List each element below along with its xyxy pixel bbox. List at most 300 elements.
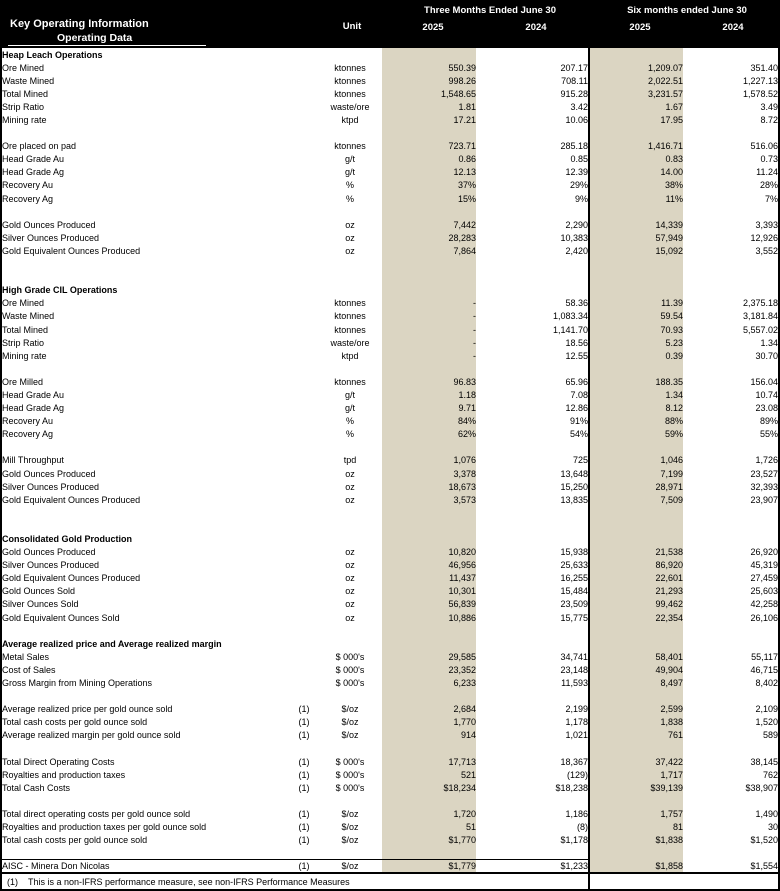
value-q2-2025 [382, 48, 476, 61]
value-q2-2025: 2,684 [382, 703, 476, 716]
table-row [2, 716, 778, 729]
value-q2-2024: 708.11 [561, 75, 588, 86]
footnote-ref [290, 402, 318, 415]
footnote-ref [290, 650, 318, 663]
value-q2-2025: 96.83 [382, 375, 476, 388]
value-q2-2025 [382, 362, 476, 375]
table-row [2, 480, 778, 493]
value-q2-2025 [382, 847, 476, 860]
value-q2-2024: 12.55 [565, 350, 588, 361]
value-h1-2025: 22,354 [590, 611, 683, 624]
footnote-ref [290, 87, 318, 100]
value-q2-2025: $1,770 [382, 834, 476, 847]
row-label [2, 271, 290, 284]
spacer-row [2, 847, 778, 860]
value-q2-2025: 1,548.65 [382, 87, 476, 100]
value-q2-2024: 12.86 [565, 403, 588, 414]
spacer-row [2, 362, 778, 375]
value-h1-2025: 188.35 [590, 375, 683, 388]
col-header-q2-2025: 2025 [422, 22, 444, 33]
unit-cell: % [345, 429, 354, 440]
footnote-ref: (1) [298, 769, 310, 780]
value-h1-2024: 1,578.52 [742, 88, 778, 99]
unit-cell: ktpd [341, 115, 359, 126]
row-label: Total direct operating costs per gold ounce sold [2, 808, 191, 819]
spacer-row [2, 506, 778, 519]
unit-cell: oz [345, 232, 355, 243]
value-q2-2025 [382, 441, 476, 454]
value-q2-2024: 2,290 [565, 219, 588, 230]
footnote-ref [290, 336, 318, 349]
footnote-ref [290, 140, 318, 153]
value-h1-2024: 27,459 [750, 573, 778, 584]
unit-cell [318, 258, 382, 271]
row-label: Gold Equivalent Ounces Sold [2, 612, 120, 623]
value-q2-2024: (129) [566, 769, 588, 780]
footnote-ref: (1) [298, 835, 310, 846]
table-row [2, 729, 778, 742]
value-q2-2024: 7.08 [570, 389, 588, 400]
value-q2-2024 [476, 127, 588, 140]
row-label: Gold Ounces Produced [2, 547, 96, 558]
footnote-ref [290, 637, 318, 650]
value-h1-2024 [683, 441, 778, 454]
table-row [2, 100, 778, 113]
value-h1-2024 [683, 794, 778, 807]
row-label [2, 690, 290, 703]
value-q2-2025: 521 [382, 768, 476, 781]
value-h1-2025: 88% [590, 415, 683, 428]
footnote-ref [290, 415, 318, 428]
footnote-ref: (1) [298, 717, 310, 728]
value-q2-2025: 3,378 [382, 467, 476, 480]
unit-cell: oz [345, 547, 355, 558]
footnote-ref [290, 467, 318, 480]
footnote-ref [290, 205, 318, 218]
row-label: Strip Ratio [2, 101, 45, 112]
table-row [2, 192, 778, 205]
value-h1-2025 [590, 48, 683, 61]
value-h1-2025: 2,599 [590, 703, 683, 716]
value-q2-2025: - [382, 336, 476, 349]
unit-cell: g/t [344, 167, 355, 178]
row-label: Average realized margin per gold ounce sold [2, 730, 181, 741]
value-q2-2025: 17.21 [382, 113, 476, 126]
value-h1-2025: 38% [590, 179, 683, 192]
spacer-row [2, 794, 778, 807]
unit-cell [318, 847, 382, 860]
value-h1-2025 [590, 362, 683, 375]
footnote-ref: (1) [298, 782, 310, 793]
table-row [2, 231, 778, 244]
value-h1-2024: 1.34 [760, 337, 778, 348]
value-q2-2024: 915.28 [560, 88, 588, 99]
value-q2-2025: 10,886 [382, 611, 476, 624]
section-label: Heap Leach Operations [2, 49, 103, 60]
value-h1-2025: 21,538 [590, 546, 683, 559]
footnote-ref [290, 585, 318, 598]
value-q2-2024 [476, 637, 588, 650]
footnote-ref [290, 48, 318, 61]
footnote-ref [290, 113, 318, 126]
value-q2-2025: - [382, 310, 476, 323]
value-h1-2025: $39,139 [590, 781, 683, 794]
value-h1-2025: 14.00 [590, 166, 683, 179]
row-label: Royalties and production taxes [2, 769, 126, 780]
table-row [2, 860, 778, 874]
unit-cell [318, 519, 382, 532]
table-row [2, 87, 778, 100]
footnote-ref [290, 297, 318, 310]
unit-cell: $/oz [318, 860, 382, 874]
footnote-ref [290, 480, 318, 493]
row-label: Ore Mined [2, 62, 45, 73]
value-h1-2025: 58,401 [590, 650, 683, 663]
unit-cell [318, 690, 382, 703]
value-h1-2024: 38,145 [750, 756, 778, 767]
value-q2-2025: 723.71 [382, 140, 476, 153]
value-q2-2024: 0.85 [570, 154, 588, 165]
value-h1-2024 [683, 205, 778, 218]
value-q2-2024 [476, 742, 588, 755]
table-row [2, 61, 778, 74]
value-h1-2024 [683, 362, 778, 375]
value-q2-2024: 29% [569, 180, 588, 191]
value-q2-2024: 3.42 [570, 101, 588, 112]
value-q2-2024 [476, 690, 588, 703]
table-row [2, 677, 778, 690]
row-label [2, 794, 290, 807]
row-label: Cost of Sales [2, 664, 56, 675]
row-label: Head Grade Ag [2, 403, 65, 414]
value-h1-2024 [683, 624, 778, 637]
value-q2-2025 [382, 742, 476, 755]
row-label: Mill Throughput [2, 455, 64, 466]
value-h1-2024 [683, 271, 778, 284]
table-row [2, 323, 778, 336]
value-h1-2025: 1.67 [590, 100, 683, 113]
footnote-ref [290, 847, 318, 860]
row-label: Strip Ratio [2, 337, 45, 348]
value-q2-2024: 15,484 [560, 586, 588, 597]
value-h1-2025: 7,199 [590, 467, 683, 480]
value-h1-2025: 28,971 [590, 480, 683, 493]
value-q2-2024 [476, 258, 588, 271]
footnote-ref [290, 559, 318, 572]
footnote-ref [290, 388, 318, 401]
value-h1-2024: 589 [762, 730, 778, 741]
value-q2-2024: 1,141.70 [552, 324, 588, 335]
table-row [2, 349, 778, 362]
value-q2-2024: 23,148 [560, 664, 588, 675]
table-row [2, 650, 778, 663]
value-h1-2025: 1,209.07 [590, 61, 683, 74]
unit-cell: $/oz [341, 704, 359, 715]
footnote-ref [290, 742, 318, 755]
table-row [2, 546, 778, 559]
unit-cell: $/oz [341, 730, 359, 741]
footnote-ref: (1) [298, 822, 310, 833]
table-row [2, 336, 778, 349]
value-q2-2025: 62% [382, 428, 476, 441]
value-h1-2025 [590, 742, 683, 755]
footnote-ref [290, 362, 318, 375]
value-h1-2025: 3,231.57 [590, 87, 683, 100]
value-q2-2025: 23,352 [382, 663, 476, 676]
unit-cell: ktpd [341, 350, 359, 361]
footnote-ref: (1) [298, 730, 310, 741]
footnote-ref [290, 244, 318, 257]
value-h1-2024: 23.08 [755, 403, 778, 414]
value-q2-2025: 17,713 [382, 755, 476, 768]
unit-cell: $ 000's [335, 678, 365, 689]
unit-cell: oz [345, 560, 355, 571]
value-q2-2024 [476, 794, 588, 807]
table-row [2, 467, 778, 480]
unit-cell: ktonnes [334, 62, 366, 73]
value-q2-2025 [382, 794, 476, 807]
value-q2-2025: 37% [382, 179, 476, 192]
value-q2-2024 [476, 362, 588, 375]
value-h1-2025 [590, 532, 683, 545]
row-label [2, 742, 290, 755]
value-h1-2025: 0.39 [590, 349, 683, 362]
footnote-ref [290, 441, 318, 454]
value-q2-2024: 1,021 [565, 730, 588, 741]
value-h1-2024: 26,106 [750, 612, 778, 623]
value-q2-2024 [476, 519, 588, 532]
value-q2-2025 [382, 271, 476, 284]
value-h1-2024: 45,319 [750, 560, 778, 571]
value-h1-2024: 23,527 [750, 468, 778, 479]
value-q2-2024 [476, 624, 588, 637]
value-q2-2024: 18,367 [560, 756, 588, 767]
value-h1-2025: 14,339 [590, 218, 683, 231]
value-h1-2025: 5.23 [590, 336, 683, 349]
value-q2-2025: - [382, 297, 476, 310]
value-h1-2025 [590, 441, 683, 454]
table-row [2, 218, 778, 231]
table-row [2, 781, 778, 794]
footnote-ref [290, 166, 318, 179]
row-label: Recovery Ag [2, 429, 54, 440]
value-q2-2025: 1,770 [382, 716, 476, 729]
footnote-ref [290, 310, 318, 323]
col-header-h1-2025: 2025 [629, 22, 651, 33]
value-q2-2024: 9% [574, 193, 588, 204]
unit-cell: waste/ore [330, 337, 370, 348]
value-h1-2024: 8.72 [760, 115, 778, 126]
row-label [2, 362, 290, 375]
footnote-row [2, 873, 778, 889]
value-q2-2025 [382, 637, 476, 650]
section-header-row [2, 284, 778, 297]
value-h1-2024: 3,181.84 [742, 311, 778, 322]
row-label: Gold Ounces Sold [2, 586, 76, 597]
value-q2-2025: 18,673 [382, 480, 476, 493]
value-h1-2024 [683, 258, 778, 271]
row-label: Head Grade Au [2, 389, 65, 400]
value-q2-2025: 46,956 [382, 559, 476, 572]
row-label: Gold Equivalent Ounces Produced [2, 573, 141, 584]
value-h1-2025: 8,497 [590, 677, 683, 690]
value-h1-2025: 49,904 [590, 663, 683, 676]
row-label: Silver Ounces Produced [2, 560, 100, 571]
unit-cell: % [345, 416, 354, 427]
value-q2-2024: 91% [569, 416, 588, 427]
value-q2-2024: 1,083.34 [552, 311, 588, 322]
value-h1-2025: 59.54 [590, 310, 683, 323]
footnote-ref [290, 454, 318, 467]
unit-cell: oz [345, 586, 355, 597]
row-label [2, 205, 290, 218]
value-q2-2025: 998.26 [382, 74, 476, 87]
row-label [2, 127, 290, 140]
value-h1-2025: 15,092 [590, 244, 683, 257]
unit-cell [318, 742, 382, 755]
row-label: AISC - Minera Don Nicolas [2, 860, 290, 874]
value-h1-2024: 3,393 [755, 219, 778, 230]
row-label: Silver Ounces Produced [2, 232, 100, 243]
unit-cell: oz [345, 494, 355, 505]
value-q2-2025: 550.39 [382, 61, 476, 74]
spacer-row [2, 519, 778, 532]
value-q2-2025 [382, 506, 476, 519]
value-h1-2025: 1,757 [590, 807, 683, 820]
table-header-band [2, 0, 778, 48]
row-label: Ore Milled [2, 376, 44, 387]
unit-cell: $/oz [341, 835, 359, 846]
footnote-ref: (1) [290, 860, 318, 874]
unit-cell: $/oz [341, 717, 359, 728]
footnote-ref [290, 794, 318, 807]
unit-cell: $ 000's [335, 756, 365, 767]
table-row [2, 415, 778, 428]
value-q2-2024: 2,199 [565, 704, 588, 715]
value-q2-2025 [382, 624, 476, 637]
value-q2-2025: 56,839 [382, 598, 476, 611]
subtitle-underline [8, 45, 206, 46]
value-h1-2025: $1,838 [590, 834, 683, 847]
row-label: Gold Equivalent Ounces Produced [2, 494, 141, 505]
value-q2-2025: 51 [382, 821, 476, 834]
unit-cell: % [345, 180, 354, 191]
value-q2-2025: 0.86 [382, 153, 476, 166]
value-q2-2025: 7,864 [382, 244, 476, 257]
footnote-ref [290, 428, 318, 441]
footnote-ref [290, 690, 318, 703]
footnote-ref [290, 100, 318, 113]
unit-cell: g/t [344, 154, 355, 165]
unit-cell [318, 506, 382, 519]
value-h1-2025: 57,949 [590, 231, 683, 244]
spacer-row [2, 742, 778, 755]
value-q2-2024: 25,633 [560, 560, 588, 571]
value-h1-2025 [590, 624, 683, 637]
value-q2-2025: $18,234 [382, 781, 476, 794]
value-h1-2025: 99,462 [590, 598, 683, 611]
unit-cell: oz [345, 481, 355, 492]
unit-cell: g/t [344, 389, 355, 400]
value-h1-2024: 55,117 [751, 651, 778, 662]
value-q2-2024: 1,178 [565, 717, 588, 728]
unit-cell: $ 000's [335, 782, 365, 793]
unit-cell: ktonnes [334, 88, 366, 99]
spacer-row [2, 258, 778, 271]
footnote-ref [290, 323, 318, 336]
value-q2-2024: $18,238 [555, 782, 588, 793]
value-h1-2025 [590, 127, 683, 140]
value-q2-2024: 13,648 [560, 468, 588, 479]
row-label [2, 519, 290, 532]
section-header-row [2, 48, 778, 61]
col-header-q2-2024: 2024 [525, 22, 547, 33]
value-q2-2024 [476, 532, 588, 545]
value-h1-2025: 11% [590, 192, 683, 205]
row-label: Gold Ounces Produced [2, 468, 96, 479]
value-h1-2024: 55% [759, 429, 778, 440]
value-h1-2024: 1,726 [755, 455, 778, 466]
value-q2-2024: 11,593 [561, 678, 588, 689]
value-h1-2025: 761 [590, 729, 683, 742]
value-h1-2024: 1,520 [755, 717, 778, 728]
value-h1-2025: $1,858 [590, 860, 683, 874]
value-q2-2025: 9.71 [382, 402, 476, 415]
footnote-ref [290, 624, 318, 637]
table-row [2, 388, 778, 401]
value-q2-2025 [382, 205, 476, 218]
value-h1-2025: 2,022.51 [590, 74, 683, 87]
row-label: Ore Mined [2, 298, 45, 309]
row-label: Total Cash Costs [2, 782, 71, 793]
table-row [2, 113, 778, 126]
footnote-ref [290, 663, 318, 676]
table-row [2, 611, 778, 624]
row-label: Mining rate [2, 350, 47, 361]
value-q2-2025: 1.81 [382, 100, 476, 113]
value-h1-2024 [683, 532, 778, 545]
table-row [2, 821, 778, 834]
section-header-row [2, 532, 778, 545]
footnote-ref [290, 61, 318, 74]
footnote-ref [290, 218, 318, 231]
row-label: Total Mined [2, 88, 49, 99]
footnote-ref [290, 127, 318, 140]
value-h1-2025 [590, 637, 683, 650]
value-h1-2024: $1,554 [750, 861, 778, 872]
footnote-ref [290, 598, 318, 611]
footnote-ref [290, 572, 318, 585]
table-row [2, 310, 778, 323]
footnote-ref [290, 258, 318, 271]
value-h1-2024: 12,926 [750, 232, 778, 243]
value-q2-2024: 16,255 [560, 573, 588, 584]
unit-cell: oz [345, 219, 355, 230]
row-label: Head Grade Au [2, 154, 65, 165]
value-q2-2025: 1,720 [382, 807, 476, 820]
value-h1-2024 [683, 506, 778, 519]
unit-cell: oz [345, 468, 355, 479]
table-row [2, 598, 778, 611]
table-row [2, 140, 778, 153]
row-label: Total Direct Operating Costs [2, 756, 115, 767]
value-q2-2025 [382, 258, 476, 271]
value-q2-2025: 29,585 [382, 650, 476, 663]
unit-cell: $/oz [341, 808, 359, 819]
row-label: Gross Margin from Mining Operations [2, 678, 153, 689]
footnote-ref [290, 532, 318, 545]
value-h1-2025 [590, 271, 683, 284]
